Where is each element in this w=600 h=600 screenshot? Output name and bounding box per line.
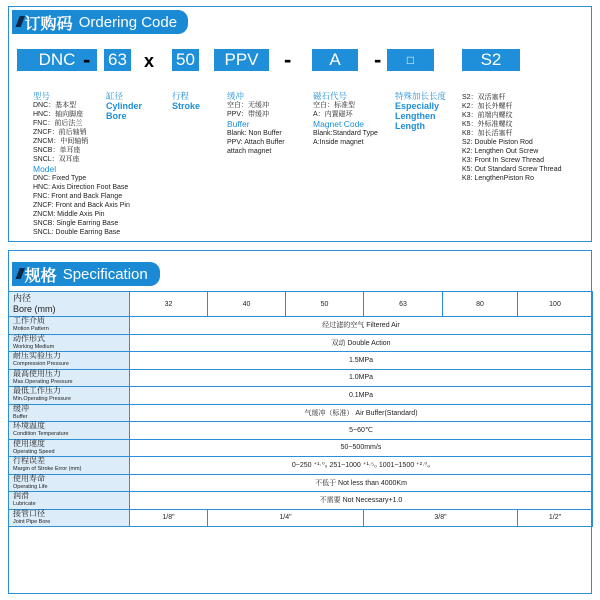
bore-label-en: Bore (mm) (13, 304, 56, 314)
model-line: ZNCF：前后轴销 (33, 129, 87, 136)
bore-value: 63 (364, 292, 443, 317)
magnet-title-en: Magnet Code (313, 119, 365, 129)
buffer-line: 空白：无缓冲 (227, 102, 269, 109)
bore-value: 32 (130, 292, 208, 317)
row-value: 不需要 Not Necessary+1.0 (130, 492, 593, 510)
slash-icon: //// (16, 265, 21, 283)
table-row (9, 422, 593, 440)
rod-line: S2: Double Piston Rod (462, 139, 533, 146)
row-label-en: Min.Operating Pressure (13, 396, 72, 403)
model-line: HNC: Axis Direction Foot Base (33, 184, 129, 191)
specification-title-cn: 规格 (24, 267, 57, 285)
ordering-code-title-cn: 订购码 (24, 15, 73, 33)
code-box-magnet: A (312, 49, 358, 71)
row-label-en: Working Medium (13, 343, 55, 350)
row-label (9, 387, 130, 405)
code-separator: x (144, 51, 155, 71)
magnet-line: Blank:Standard Type (313, 130, 378, 137)
ordering-code-banner (12, 10, 188, 34)
special-length-legend (395, 91, 446, 131)
row-label-en: Condition Temperature (13, 431, 69, 438)
model-line: FNC: Front and Back Flange (33, 193, 123, 200)
model-line: ZNCF: Front and Back Axis Pin (33, 202, 130, 209)
model-line: HNC：轴向脚座 (33, 111, 84, 118)
rod-line: K2：加长外螺杆 (462, 103, 513, 110)
row-label-cn: 环境温度 (13, 421, 45, 431)
row-value: 5~60℃ (130, 422, 593, 440)
bore-title-cn: 缸径 (106, 91, 124, 101)
row-label-cn: 使用速度 (13, 438, 45, 448)
row-value: 1.0MPa (130, 369, 593, 387)
code-box-rod: S2 (462, 49, 520, 71)
buffer-legend (227, 91, 285, 156)
row-label-en: Operating Speed (13, 448, 55, 455)
rod-line: K8: LengthenPiston Ro (462, 175, 534, 182)
buffer-line: attach magnet (227, 148, 272, 155)
magnet-line: 空白：标准型 (313, 102, 355, 109)
row-label-cn: 最低工作压力 (13, 386, 61, 396)
ordering-code-title-en: Ordering Code (78, 13, 178, 31)
row-value: 0.1MPa (130, 387, 593, 405)
stroke-title-en: Stroke (172, 101, 201, 111)
special-length-title-en: Length (395, 121, 425, 131)
buffer-title-cn: 缓冲 (227, 91, 245, 101)
row-label-cn: 缓冲 (13, 403, 29, 413)
slash-icon: //// (16, 13, 21, 31)
pipe-value: 1/4" (208, 509, 364, 527)
row-label-en: Lubricate (13, 501, 36, 508)
row-label (9, 404, 130, 422)
special-length-title-en: Especially (395, 101, 440, 111)
row-label (9, 474, 130, 492)
row-label-en: Max.Operating Pressure (13, 378, 73, 385)
bore-title-en: Bore (106, 111, 127, 121)
magnet-title-cn: 磁石代号 (313, 91, 348, 101)
row-label (9, 334, 130, 352)
code-separator: - (374, 47, 382, 72)
table-row (9, 369, 593, 387)
model-line: DNC: Fixed Type (33, 175, 87, 182)
code-box-model: DNC (17, 49, 97, 71)
rod-line: K2: Lengthen Out Screw (462, 148, 539, 155)
rod-options-legend (462, 93, 561, 183)
bore-legend (106, 91, 142, 121)
buffer-title-en: Buffer (227, 119, 250, 129)
row-label-en: Operating Life (13, 483, 48, 490)
code-separator: - (284, 47, 292, 72)
model-line: DNC：基本型 (33, 102, 77, 109)
row-value: 50~500mm/s (130, 439, 593, 457)
row-label-cn: 动作形式 (13, 333, 45, 343)
magnet-legend (313, 91, 378, 147)
code-box-bore: 63 (104, 49, 131, 71)
stroke-title-cn: 行程 (172, 91, 190, 101)
bore-title-en: Cylinder (106, 101, 143, 111)
code-box-special-length: □ (387, 49, 434, 71)
buffer-line: PPV：带缓冲 (227, 111, 270, 118)
model-title-en: Model (33, 164, 57, 174)
model-title-cn: 型号 (33, 91, 51, 101)
model-line: SNCL：双耳座 (33, 156, 80, 163)
row-value: 双动 Double Action (130, 334, 593, 352)
row-label (9, 352, 130, 370)
special-length-title-cn: 特殊加长长度 (395, 91, 447, 101)
model-line: ZNCM：中间轴销 (33, 138, 89, 145)
magnet-line: A：内置磁环 (313, 111, 353, 118)
table-row (9, 404, 593, 422)
specification-banner (12, 262, 160, 286)
bore-value: 40 (208, 292, 286, 317)
rod-line: K5：外标准螺纹 (462, 121, 513, 128)
model-line: ZNCM: Middle Axis Pin (33, 211, 105, 218)
bore-label (9, 292, 130, 317)
row-label-cn: 耐压实验压力 (13, 351, 61, 361)
row-label-en: Buffer (13, 413, 28, 420)
model-line: FNC：前后法兰 (33, 120, 83, 127)
row-value: 1.5MPa (130, 352, 593, 370)
code-box-buffer: PPV (214, 49, 269, 71)
row-label (9, 439, 130, 457)
rod-line: K3: Front In Screw Thread (462, 157, 544, 164)
row-value: 经过滤的空气 Filtered Air (130, 317, 593, 335)
row-value: 不低于 Not less than 4000Km (130, 474, 593, 492)
row-label-cn: 工作介质 (13, 316, 45, 326)
bore-value: 100 (518, 292, 593, 317)
buffer-line: PPV: Attach Buffer (227, 139, 285, 146)
rod-line: S2：双活塞杆 (462, 94, 506, 101)
bore-value: 50 (286, 292, 364, 317)
row-label (9, 457, 130, 475)
pipe-value: 3/8" (364, 509, 518, 527)
row-label (9, 369, 130, 387)
table-row (9, 387, 593, 405)
row-label (9, 422, 130, 440)
table-row (9, 474, 593, 492)
row-label-cn: 最高使用压力 (13, 368, 61, 378)
specification-table (8, 291, 593, 527)
bore-label-cn: 内径 (13, 293, 32, 303)
code-separator: - (83, 47, 91, 72)
model-line: SNCB: Single Earring Base (33, 220, 119, 227)
row-label-cn: 接管口径 (13, 508, 45, 518)
buffer-line: Blank: Non Buffer (227, 130, 282, 137)
magnet-line: A:Inside magnet (313, 139, 364, 146)
rod-line: K5: Out Standard Screw Thread (462, 166, 562, 173)
row-label-cn: 行程误差 (13, 456, 45, 466)
pipe-value: 1/2" (518, 509, 593, 527)
row-label (9, 509, 130, 527)
table-row (9, 439, 593, 457)
table-row (9, 334, 593, 352)
table-row (9, 352, 593, 370)
row-value: 0~250 ⁺¹·⁰₀ 251~1000 ⁺¹·⁵₀ 1001~1500 ⁺²·⁰₀ (130, 457, 593, 475)
code-box-stroke: 50 (172, 49, 199, 71)
specification-title-en: Specification (62, 265, 148, 283)
table-row (9, 492, 593, 510)
stroke-legend (172, 91, 200, 111)
table-row (9, 509, 593, 527)
model-line: SNCB：单耳座 (33, 147, 81, 154)
model-line: SNCL: Double Earring Base (33, 229, 121, 236)
table-row (9, 317, 593, 335)
row-label-cn: 润滑 (13, 491, 29, 501)
rod-line: K8：加长活塞杆 (462, 130, 513, 137)
pipe-value: 1/8" (130, 509, 208, 527)
row-value: 气缓冲（标准） Air Buffer(Standard) (130, 404, 593, 422)
row-label-en: Margin of Stroke Error (mm) (13, 466, 82, 473)
row-label-en: Motion Pattern (13, 326, 49, 333)
table-row (9, 292, 593, 317)
rod-line: K3：前端内螺纹 (462, 112, 513, 119)
row-label-cn: 使用寿命 (13, 473, 45, 483)
row-label-en: Joint Pipe Bore (13, 518, 51, 525)
special-length-title-en: Lengthen (395, 111, 436, 121)
row-label (9, 492, 130, 510)
bore-value: 80 (443, 292, 518, 317)
row-label-en: Compression Pressure (13, 361, 69, 368)
table-row (9, 457, 593, 475)
row-label (9, 317, 130, 335)
